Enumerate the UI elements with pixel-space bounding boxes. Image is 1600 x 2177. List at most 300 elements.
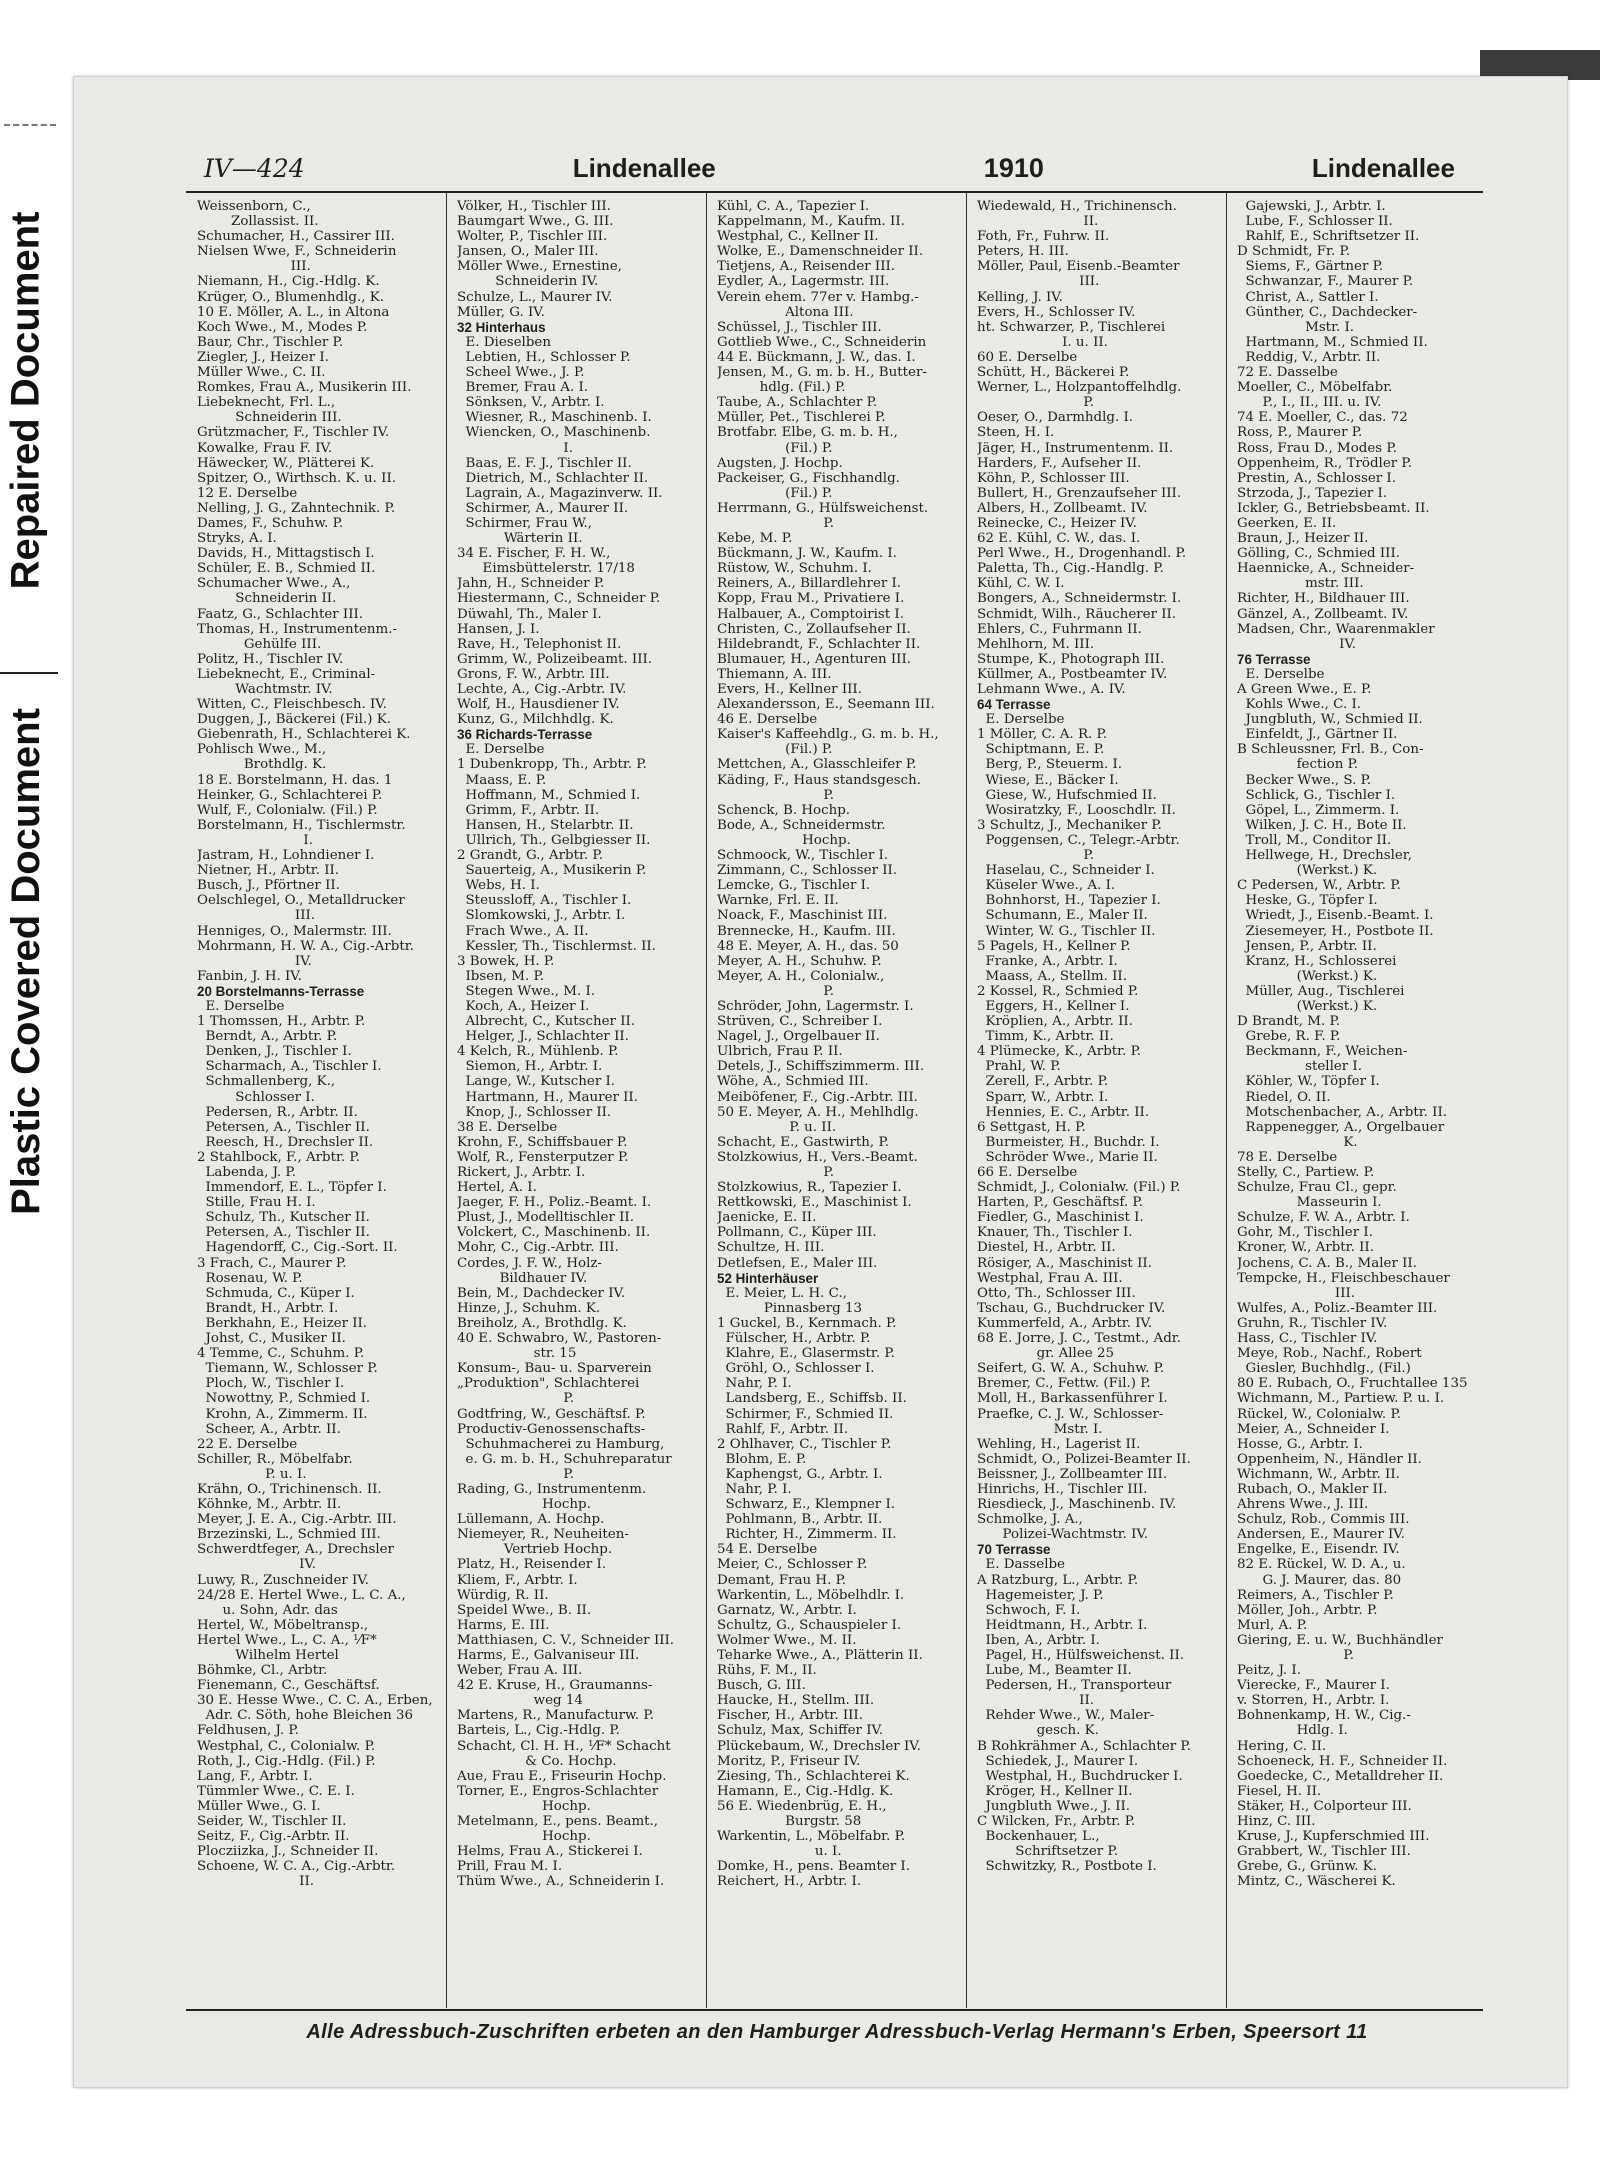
- directory-entry: Hansen, H., Stelarbtr. II.: [457, 817, 634, 833]
- directory-entry: Schoene, W. C. A., Cig.-Arbtr.: [197, 1859, 396, 1875]
- directory-entry: Spitzer, O., Wirthsch. K. u. II.: [197, 470, 397, 486]
- directory-entry: II.: [977, 1693, 1094, 1709]
- directory-entry: 10 E. Möller, A. L., in Altona: [197, 304, 390, 320]
- directory-entry: Schwerdtfeger, A., Drechsler: [197, 1542, 394, 1558]
- directory-entry: Albrecht, C., Kutscher II.: [457, 1014, 636, 1030]
- directory-entry: Dietrich, M., Schlachter II.: [457, 470, 649, 486]
- directory-entry: Wilken, J. C. H., Bote II.: [1237, 817, 1407, 833]
- directory-entry: Schneiderin III.: [197, 410, 342, 426]
- directory-entry: Pedersen, R., Arbtr. II.: [197, 1104, 358, 1120]
- directory-entry: Küllmer, A., Postbeamter IV.: [977, 666, 1168, 682]
- directory-entry: Henniges, O., Malermstr. III.: [197, 923, 392, 939]
- directory-entry: 40 E. Schwabro, W., Pastoren-: [457, 1331, 662, 1347]
- directory-entry: Einfeldt, J., Gärtner II.: [1237, 727, 1398, 743]
- directory-entry: str. 15: [457, 1346, 577, 1362]
- directory-entry: Madsen, Chr., Waarenmakler: [1237, 621, 1435, 637]
- directory-entry: Schulze, L., Maurer IV.: [457, 289, 613, 305]
- directory-entry: Grebe, R. F. P.: [1237, 1029, 1341, 1045]
- directory-entry: Lebtien, H., Schlosser P.: [457, 349, 631, 365]
- directory-entry: Blohm, E. P.: [717, 1451, 807, 1467]
- directory-entry: Rading, G., Instrumentenm.: [457, 1481, 647, 1497]
- directory-entry: Gröhl, O., Schlosser I.: [717, 1361, 875, 1377]
- directory-entry: Zerell, F., Arbtr. P.: [977, 1074, 1109, 1090]
- directory-entry: mstr. III.: [1237, 576, 1364, 592]
- directory-entry: Detels, J., Schiffszimmerm. III.: [717, 1059, 925, 1075]
- directory-entry: Andersen, E., Maurer IV.: [1237, 1527, 1405, 1543]
- directory-entry: Kunz, G., Milchhdlg. K.: [457, 712, 614, 728]
- footer-rule: [186, 2009, 1483, 2011]
- directory-entry: Hertel Wwe., L., C. A., ⅟F*: [197, 1632, 377, 1648]
- directory-entry: Kopp, Frau M., Privatiere I.: [717, 591, 905, 607]
- directory-entry: Dames, F., Schuhw. P.: [197, 515, 344, 531]
- directory-entry: Stolzkowius, R., Tapezier I.: [717, 1180, 902, 1196]
- directory-entry: Lagrain, A., Magazinverw. II.: [457, 485, 663, 501]
- directory-entry: Barteis, L., Cig.-Hdlg. P.: [457, 1723, 620, 1739]
- directory-entry: Tümmler Wwe., C. E. I.: [197, 1783, 355, 1799]
- directory-entry: Jahn, H., Schneider P.: [457, 576, 605, 592]
- directory-entry: Verein ehem. 77er v. Hambg.-: [717, 289, 919, 305]
- directory-entry: Fülscher, H., Arbtr. P.: [717, 1331, 871, 1347]
- directory-entry: Lube, F., Schlosser II.: [1237, 214, 1393, 230]
- directory-entry: Nietner, H., Arbtr. II.: [197, 863, 340, 879]
- directory-entry: Paletta, Th., Cig.-Handlg. P.: [977, 561, 1164, 577]
- directory-entry: Stolzkowius, H., Vers.-Beamt.: [717, 1149, 918, 1165]
- directory-entry: Düwahl, Th., Maler I.: [457, 606, 602, 622]
- directory-entry: Bohnhorst, H., Tapezier I.: [977, 893, 1161, 909]
- directory-entry: Böhmke, Cl., Arbtr.: [197, 1663, 328, 1679]
- directory-entry: e. G. m. b. H., Schuhreparatur: [457, 1451, 672, 1467]
- directory-entry: Alexandersson, E., Seemann III.: [717, 697, 935, 713]
- directory-entry: Eimsbüttelerstr. 17/18: [457, 561, 635, 577]
- directory-entry: Sparr, W., Arbtr. I.: [977, 1089, 1109, 1105]
- directory-entry: P.: [717, 515, 834, 531]
- directory-entry: Konsum-, Bau- u. Sparverein: [457, 1361, 652, 1377]
- directory-entry: (Fil.) P.: [717, 485, 833, 501]
- directory-entry: Geerken, E. II.: [1237, 515, 1337, 531]
- directory-entry: Schwanzar, F., Maurer P.: [1237, 274, 1414, 290]
- directory-entry: Köhler, W., Töpfer I.: [1237, 1074, 1380, 1090]
- directory-entry: Meyer, J. E. A., Cig.-Arbtr. III.: [197, 1512, 397, 1528]
- directory-entry: Wolf, H., Hausdiener IV.: [457, 697, 620, 713]
- directory-entry: Harms, E. III.: [457, 1617, 550, 1633]
- directory-entry: Wolf, R., Fensterputzer P.: [457, 1149, 629, 1165]
- directory-entry: Riedel, O. II.: [1237, 1089, 1331, 1105]
- directory-entry: Meier, C., Schlosser P.: [717, 1557, 868, 1573]
- directory-entry: Speidel Wwe., B. II.: [457, 1602, 592, 1618]
- directory-entry: Schuhmacherei zu Hamburg,: [457, 1436, 665, 1452]
- directory-entry: Grimm, F., Arbtr. II.: [457, 802, 600, 818]
- directory-entry: Peitz, J. I.: [1237, 1663, 1301, 1679]
- directory-entry: I.: [197, 832, 313, 848]
- directory-entry: E. Derselbe: [457, 742, 545, 758]
- directory-entry: Knop, J., Schlosser II.: [457, 1104, 612, 1120]
- directory-entry: Giese, W., Hufschmied II.: [977, 787, 1157, 803]
- directory-entry: Petersen, A., Tischler II.: [197, 1119, 370, 1135]
- directory-entry: II.: [977, 214, 1099, 230]
- directory-entry: 1 Thomssen, H., Arbtr. P.: [197, 1014, 366, 1030]
- directory-entry: Poggensen, C., Telegr.-Arbtr.: [977, 832, 1180, 848]
- directory-entry: Bein, M., Dachdecker IV.: [457, 1285, 626, 1301]
- directory-entry: Kühl, C. W. I.: [977, 576, 1065, 592]
- directory-entry: Kroner, W., Arbtr. II.: [1237, 1240, 1374, 1256]
- directory-entry: Rühs, F. M., II.: [717, 1663, 817, 1679]
- directory-entry: Pollmann, C., Küper III.: [717, 1225, 877, 1241]
- directory-entry: Burgstr. 58: [717, 1814, 862, 1830]
- directory-entry: Vertrieb Hochp.: [457, 1542, 613, 1558]
- directory-entry: Plückebaum, W., Drechsler IV.: [717, 1738, 921, 1754]
- directory-entry: Hoffmann, M., Schmied I.: [457, 787, 641, 803]
- directory-entry: Rappenegger, A., Orgelbauer: [1237, 1119, 1445, 1135]
- directory-entry: Plust, J., Modelltischler II.: [457, 1210, 634, 1226]
- directory-entry: 78 E. Derselbe: [1237, 1149, 1338, 1165]
- directory-entry: Webs, H. I.: [457, 878, 540, 894]
- directory-entry: Berg, P., Steuerm. I.: [977, 757, 1123, 773]
- directory-entry: D Schmidt, Fr. P.: [1237, 244, 1351, 260]
- directory-entry: Stegen Wwe., M. I.: [457, 983, 596, 999]
- directory-entry: Plocziizka, J., Schneider II.: [197, 1844, 379, 1860]
- directory-entry: Steen, H. I.: [977, 425, 1055, 441]
- directory-entry: Slomkowski, J., Arbtr. I.: [457, 908, 626, 924]
- directory-entry: 70 Terrasse: [977, 1542, 1051, 1558]
- directory-entry: Hochp.: [457, 1497, 591, 1513]
- directory-entry: Schulz, Rob., Commis III.: [1237, 1512, 1410, 1528]
- directory-entry: Gänzel, A., Zollbeamt. IV.: [1237, 606, 1409, 622]
- directory-entry: Rahlf, F., Arbtr. II.: [717, 1421, 849, 1437]
- plastic-covered-stamp: Plastic Covered Document: [3, 707, 48, 1215]
- directory-entry: 50 E. Meyer, A. H., Mehlhdlg.: [717, 1104, 919, 1120]
- directory-entry: Haselau, C., Schneider I.: [977, 863, 1155, 879]
- directory-entry: Scheel Wwe., J. P.: [457, 365, 585, 381]
- directory-entry: Köhn, P., Schlosser III.: [977, 470, 1130, 486]
- directory-entry: Tietjens, A., Reisender III.: [717, 259, 896, 275]
- directory-entry: Wachtmstr. IV.: [197, 682, 333, 697]
- directory-entry: Bremer, C., Fettw. (Fil.) P.: [977, 1376, 1151, 1392]
- directory-entry: Hochp.: [457, 1798, 591, 1814]
- directory-entry: Scheer, A., Arbtr. II.: [197, 1421, 341, 1437]
- directory-entry: Häwecker, W., Plätterei K.: [197, 455, 375, 471]
- directory-entry: Strüven, C., Schreiber I.: [717, 1014, 883, 1030]
- directory-entry: Stille, Frau H. I.: [197, 1195, 316, 1211]
- directory-entry: Völker, H., Tischler III.: [457, 199, 611, 214]
- directory-columns: [187, 193, 1489, 2008]
- directory-entry: u. Sohn, Adr. das: [197, 1602, 338, 1618]
- directory-entry: ht. Schwarzer, P., Tischlerei: [977, 319, 1166, 335]
- directory-entry: 48 E. Meyer, A. H., das. 50: [717, 938, 899, 954]
- directory-entry: Fanbin, J. H. IV.: [197, 968, 302, 984]
- directory-entry: Evers, H., Schlosser IV.: [977, 304, 1136, 320]
- directory-entry: Schumacher Wwe., A.,: [197, 576, 351, 592]
- directory-entry: Borstelmann, H., Tischlermstr.: [197, 817, 406, 833]
- directory-entry: Evers, H., Kellner III.: [717, 682, 862, 697]
- directory-entry: Niemann, H., Cig.-Hdlg. K.: [197, 274, 380, 290]
- directory-entry: Müller, Aug., Tischlerei: [1237, 983, 1405, 999]
- directory-entry: Warkentin, L., Möbelhdlr. I.: [717, 1587, 905, 1603]
- directory-entry: Stäker, H., Colporteur III.: [1237, 1798, 1412, 1814]
- directory-entry: Schulze, Frau Cl., gepr.: [1237, 1180, 1397, 1196]
- directory-entry: Siemon, H., Arbtr. I.: [457, 1059, 603, 1075]
- directory-entry: Ullrich, Th., Gelbgiesser II.: [457, 832, 651, 848]
- directory-entry: Müller Wwe., G. I.: [197, 1798, 321, 1814]
- directory-entry: Giebenrath, H., Schlachterei K.: [197, 727, 411, 743]
- directory-entry: Bildhauer IV.: [457, 1270, 588, 1286]
- directory-entry: Duggen, J., Bäckerei (Fil.) K.: [197, 712, 391, 728]
- directory-entry: Jungbluth Wwe., J. II.: [977, 1798, 1131, 1814]
- directory-entry: Witten, C., Fleischbesch. IV.: [197, 697, 387, 713]
- directory-entry: Moeller, C., Möbelfabr.: [1237, 380, 1393, 396]
- directory-entry: Jäger, H., Instrumentenm. II.: [977, 440, 1174, 456]
- directory-entry: gesch. K.: [977, 1723, 1099, 1739]
- directory-entry: Gehülfe III.: [197, 636, 322, 652]
- directory-entry: Rosenau, W. P.: [197, 1270, 303, 1286]
- directory-entry: P., I., II., III. u. IV.: [1237, 395, 1382, 411]
- directory-entry: Franke, A., Arbtr. I.: [977, 953, 1118, 969]
- directory-entry: Stelly, C., Partiew. P.: [1237, 1165, 1375, 1180]
- directory-entry: Günther, C., Dachdecker-: [1237, 304, 1418, 320]
- directory-entry: Rettkowski, E., Maschinist I.: [717, 1195, 912, 1211]
- directory-entry: Tschau, G., Buchdrucker IV.: [977, 1300, 1166, 1316]
- directory-entry: III.: [197, 259, 311, 275]
- page-number: IV—424: [204, 154, 305, 183]
- directory-entry: Kebe, M. P.: [717, 531, 793, 547]
- directory-entry: Fiedler, G., Maschinist I.: [977, 1210, 1144, 1226]
- directory-entry: Wolter, P., Tischler III.: [457, 229, 608, 245]
- directory-entry: Nelling, J. G., Zahntechnik. P.: [197, 500, 396, 516]
- directory-entry: Küseler Wwe., A. I.: [977, 878, 1116, 894]
- directory-entry: Augsten, J. Hochp.: [717, 455, 843, 471]
- directory-entry: Maass, E. P.: [457, 772, 547, 788]
- directory-entry: Ziesemeyer, H., Postbote II.: [1237, 923, 1434, 939]
- directory-entry: 5 Pagels, H., Kellner P.: [977, 938, 1131, 954]
- directory-entry: Rüstow, W., Schuhm. I.: [717, 561, 872, 577]
- directory-entry: B Rohkrähmer A., Schlachter P.: [977, 1738, 1191, 1754]
- directory-entry: Baumgart Wwe., G. III.: [457, 214, 614, 230]
- directory-entry: 54 E. Derselbe: [717, 1542, 818, 1558]
- directory-column: [1227, 193, 1487, 2008]
- directory-entry: 56 E. Wiedenbrüg, E. H.,: [717, 1798, 887, 1814]
- directory-entry: 2 Kossel, R., Schmied P.: [977, 983, 1139, 999]
- directory-entry: Hagemeister, J. P.: [977, 1587, 1104, 1603]
- directory-entry: Platz, H., Reisender I.: [457, 1557, 607, 1573]
- directory-entry: Koch Wwe., M., Modes P.: [197, 319, 368, 335]
- directory-entry: Nahr, P. I.: [717, 1481, 792, 1497]
- repaired-document-stamp: Repaired Document: [3, 211, 48, 589]
- directory-entry: Berkhahn, E., Heizer II.: [197, 1315, 368, 1331]
- directory-entry: Schenck, B. Hochp.: [717, 802, 851, 818]
- directory-entry: Productiv-Genossenschafts-: [457, 1421, 646, 1437]
- directory-entry: Schmuda, C., Küper I.: [197, 1285, 355, 1301]
- directory-entry: Bremer, Frau A. I.: [457, 380, 589, 396]
- directory-entry: Wolmer Wwe., M. II.: [717, 1632, 857, 1648]
- directory-entry: Metelmann, E., pens. Beamt.,: [457, 1814, 659, 1830]
- directory-entry: Jensen, M., G. m. b. H., Butter-: [717, 365, 927, 381]
- directory-entry: (Werkst.) K.: [1237, 998, 1378, 1014]
- directory-entry: Domke, H., pens. Beamter I.: [717, 1859, 910, 1875]
- directory-entry: Rickert, J., Arbtr. I.: [457, 1165, 586, 1180]
- directory-entry: Klahre, E., Glasermstr. P.: [717, 1346, 895, 1362]
- directory-entry: 34 E. Fischer, F. H. W.,: [457, 546, 611, 562]
- directory-entry: Johst, C., Musiker II.: [197, 1331, 346, 1347]
- directory-entry: Thomas, H., Instrumentenm.-: [197, 621, 397, 637]
- directory-entry: Jaenicke, E. II.: [717, 1210, 817, 1226]
- directory-entry: Maass, A., Stellm. II.: [977, 968, 1127, 984]
- directory-entry: 80 E. Rubach, O., Fruchtallee 135: [1237, 1376, 1468, 1392]
- directory-entry: Zimmann, C., Schlosser II.: [717, 863, 898, 879]
- directory-entry: Luwy, R., Zuschneider IV.: [197, 1572, 369, 1588]
- directory-entry: Meier, A., Schneider I.: [1237, 1421, 1390, 1437]
- directory-entry: Heske, G., Töpfer I.: [1237, 893, 1378, 909]
- directory-entry: (Werkst.) K.: [1237, 863, 1378, 879]
- directory-entry: 68 E. Jorre, J. C., Testmt., Adr.: [977, 1331, 1181, 1347]
- directory-entry: Zollassist. II.: [197, 214, 319, 230]
- directory-entry: P. u. II.: [717, 1119, 837, 1135]
- directory-entry: Steussloff, A., Tischler I.: [457, 893, 632, 909]
- directory-entry: Haennicke, A., Schneider-: [1237, 561, 1415, 577]
- directory-entry: Hochp.: [457, 1829, 591, 1845]
- directory-entry: Helms, Frau A., Stickerei I.: [457, 1844, 643, 1860]
- directory-entry: Niemeyer, R., Neuheiten-: [457, 1527, 629, 1543]
- directory-entry: Schütt, H., Bäckerei P.: [977, 365, 1130, 381]
- directory-entry: Brotfabr. Elbe, G. m. b. H.,: [717, 425, 898, 441]
- directory-entry: Wichmann, M., Partiew. P. u. I.: [1237, 1391, 1445, 1407]
- directory-entry: Harders, F., Aufseher II.: [977, 455, 1142, 471]
- directory-entry: P.: [457, 1466, 574, 1482]
- directory-entry: Harms, E., Galvaniseur III.: [457, 1648, 640, 1663]
- directory-entry: Timm, K., Arbtr. II.: [977, 1029, 1114, 1045]
- directory-entry: Wolke, E., Damenschneider II.: [717, 244, 924, 260]
- directory-entry: III.: [977, 274, 1100, 290]
- directory-entry: 42 E. Kruse, H., Graumanns-: [457, 1678, 653, 1694]
- directory-entry: Moritz, P., Friseur IV.: [717, 1753, 861, 1769]
- directory-entry: Garnatz, W., Arbtr. I.: [717, 1602, 857, 1618]
- directory-entry: 3 Frach, C., Maurer P.: [197, 1255, 347, 1271]
- directory-entry: Nowottny, P., Schmied I.: [197, 1391, 371, 1407]
- directory-entry: Motschenbacher, A., Arbtr. II.: [1237, 1104, 1447, 1120]
- directory-entry: Käding, F., Haus standsgesch.: [717, 772, 921, 788]
- directory-entry: C Wilcken, Fr., Arbtr. P.: [977, 1814, 1136, 1830]
- directory-entry: Schmidt, O., Polizei-Beamter II.: [977, 1451, 1191, 1467]
- directory-entry: Mehlhorn, M. III.: [977, 636, 1095, 652]
- directory-entry: Hertel, A. I.: [457, 1180, 537, 1196]
- directory-entry: Aue, Frau E., Friseurin Hochp.: [457, 1768, 667, 1784]
- directory-entry: Immendorf, E. L., Töpfer I.: [197, 1180, 387, 1196]
- directory-entry: Köhnke, M., Arbtr. II.: [197, 1497, 342, 1513]
- directory-entry: 20 Borstelmanns-Terrasse: [197, 983, 365, 999]
- directory-entry: Jensen, P., Arbtr. II.: [1237, 938, 1377, 954]
- directory-entry: Schmolke, J. A.,: [977, 1512, 1083, 1528]
- directory-entry: 30 E. Hesse Wwe., C. C. A., Erben,: [197, 1693, 433, 1709]
- directory-entry: IV.: [197, 1557, 317, 1573]
- directory-entry: Krohn, A., Zimmerm. II.: [197, 1406, 368, 1422]
- directory-entry: Ziegler, J., Heizer I.: [197, 349, 329, 365]
- directory-entry: Grebe, G., Grünw. K.: [1237, 1859, 1378, 1875]
- directory-entry: Rückel, W., Colonialw. P.: [1237, 1406, 1401, 1422]
- directory-entry: Oppenheim, N., Händler II.: [1237, 1451, 1422, 1467]
- directory-entry: Prestin, A., Schlosser I.: [1237, 470, 1396, 486]
- directory-entry: Krohn, F., Schiffsbauer P.: [457, 1134, 628, 1150]
- directory-entry: Landsberg, E., Schiffsb. II.: [717, 1391, 907, 1407]
- directory-entry: Busch, J., Pförtner II.: [197, 878, 340, 894]
- directory-entry: Iben, A., Arbtr. I.: [977, 1632, 1100, 1648]
- directory-entry: Oppenheim, R., Trödler P.: [1237, 455, 1412, 471]
- directory-entry: Schüler, E. B., Schmied II.: [197, 561, 376, 577]
- directory-entry: Schröder Wwe., Marie II.: [977, 1149, 1158, 1165]
- directory-entry: Perl Wwe., H., Drogenhandl. P.: [977, 546, 1187, 562]
- directory-entry: 2 Ohlhaver, C., Tischler P.: [717, 1436, 892, 1452]
- directory-entry: Knauer, Th., Tischler I.: [977, 1225, 1133, 1241]
- directory-entry: hdlg. (Fil.) P.: [717, 380, 846, 396]
- directory-entry: IV.: [1237, 636, 1357, 652]
- directory-entry: Kröplien, A., Arbtr. II.: [977, 1014, 1133, 1030]
- directory-entry: Reesch, H., Drechsler II.: [197, 1134, 374, 1150]
- directory-entry: Thüm Wwe., A., Schneiderin I.: [457, 1874, 665, 1890]
- publisher-footer: Alle Adressbuch-Zuschriften erbeten an den Hamburger Adressbuch-Verlag Hermann's Erben, Speersort 11: [306, 2021, 1368, 2043]
- directory-entry: Lube, M., Beamter II.: [977, 1663, 1132, 1679]
- directory-entry: Goedecke, C., Metalldreher II.: [1237, 1768, 1444, 1784]
- directory-entry: Hennies, E. C., Arbtr. II.: [977, 1104, 1150, 1120]
- directory-entry: Schiedek, J., Maurer I.: [977, 1753, 1139, 1769]
- directory-entry: (Werkst.) K.: [1237, 968, 1378, 984]
- directory-entry: „Produktion", Schlachterei: [457, 1376, 640, 1392]
- directory-entry: Lüllemann, A. Hochp.: [457, 1512, 605, 1528]
- directory-entry: Lehmann Wwe., A. IV.: [977, 682, 1126, 697]
- directory-entry: Tempcke, H., Fleischbeschauer: [1237, 1270, 1450, 1286]
- directory-entry: Möller Wwe., Ernestine,: [457, 259, 622, 275]
- directory-entry: Rubach, O., Makler II.: [1237, 1481, 1388, 1497]
- directory-entry: gr. Allee 25: [977, 1346, 1114, 1362]
- directory-entry: Haucke, H., Stellm. III.: [717, 1693, 875, 1709]
- directory-entry: Nagel, J., Orgelbauer II.: [717, 1029, 880, 1045]
- directory-entry: Reimers, A., Tischler P.: [1237, 1587, 1394, 1603]
- directory-entry: Schulze, F. W. A., Arbtr. I.: [1237, 1210, 1410, 1226]
- directory-entry: Gohr, M., Tischler I.: [1237, 1225, 1373, 1241]
- directory-column: [447, 193, 707, 2008]
- directory-entry: 38 E. Derselbe: [457, 1119, 558, 1135]
- directory-entry: Hansen, J. I.: [457, 621, 540, 637]
- directory-entry: Weissenborn, C.,: [197, 199, 311, 214]
- directory-entry: Wiese, E., Bäcker I.: [977, 772, 1119, 788]
- directory-entry: K.: [1237, 1134, 1358, 1150]
- directory-entry: Blumauer, H., Agenturen III.: [717, 651, 911, 667]
- directory-entry: Noack, F., Maschinist III.: [717, 908, 888, 924]
- directory-entry: Bongers, A., Schneidermstr. I.: [977, 591, 1182, 607]
- directory-entry: Weber, Frau A. III.: [457, 1663, 583, 1679]
- directory-entry: 32 Hinterhaus: [457, 319, 546, 335]
- directory-entry: A Ratzburg, L., Arbtr. P.: [977, 1572, 1139, 1588]
- directory-entry: Krähn, O., Trichinensch. II.: [197, 1481, 382, 1497]
- directory-entry: E. Derselbe: [977, 712, 1065, 728]
- directory-entry: Ziesing, Th., Schlachterei K.: [717, 1768, 910, 1784]
- page-header: [204, 153, 1455, 187]
- directory-entry: Reiners, A., Billardlehrer I.: [717, 576, 902, 592]
- directory-entry: 3 Schultz, J., Mechaniker P.: [977, 817, 1162, 833]
- directory-entry: Kruse, J., Kupferschmied III.: [1237, 1829, 1430, 1845]
- directory-entry: E. Derselbe: [1237, 666, 1325, 682]
- directory-entry: Jungbluth, W., Schmied II.: [1237, 712, 1423, 728]
- directory-entry: Hartmann, M., Schmied II.: [1237, 334, 1428, 350]
- directory-entry: Schmidt, Wilh., Räucherer II.: [977, 606, 1177, 622]
- directory-entry: Giering, E. u. W., Buchhändler: [1237, 1632, 1443, 1648]
- directory-column: [707, 193, 967, 2008]
- directory-entry: Polizei-Wachtmstr. IV.: [977, 1527, 1149, 1543]
- directory-entry: Becker Wwe., S. P.: [1237, 772, 1372, 788]
- directory-entry: Diestel, H., Arbtr. II.: [977, 1240, 1116, 1256]
- directory-entry: Jansen, O., Maler III.: [457, 244, 599, 260]
- directory-entry: Oelschlegel, O., Metalldrucker: [197, 893, 405, 909]
- directory-entry: Foth, Fr., Fuhrw. II.: [977, 229, 1110, 245]
- directory-entry: v. Storren, H., Arbtr. I.: [1237, 1693, 1390, 1709]
- directory-entry: I. u. II.: [977, 334, 1108, 350]
- directory-entry: Jaeger, F. H., Poliz.-Beamt. I.: [457, 1195, 652, 1211]
